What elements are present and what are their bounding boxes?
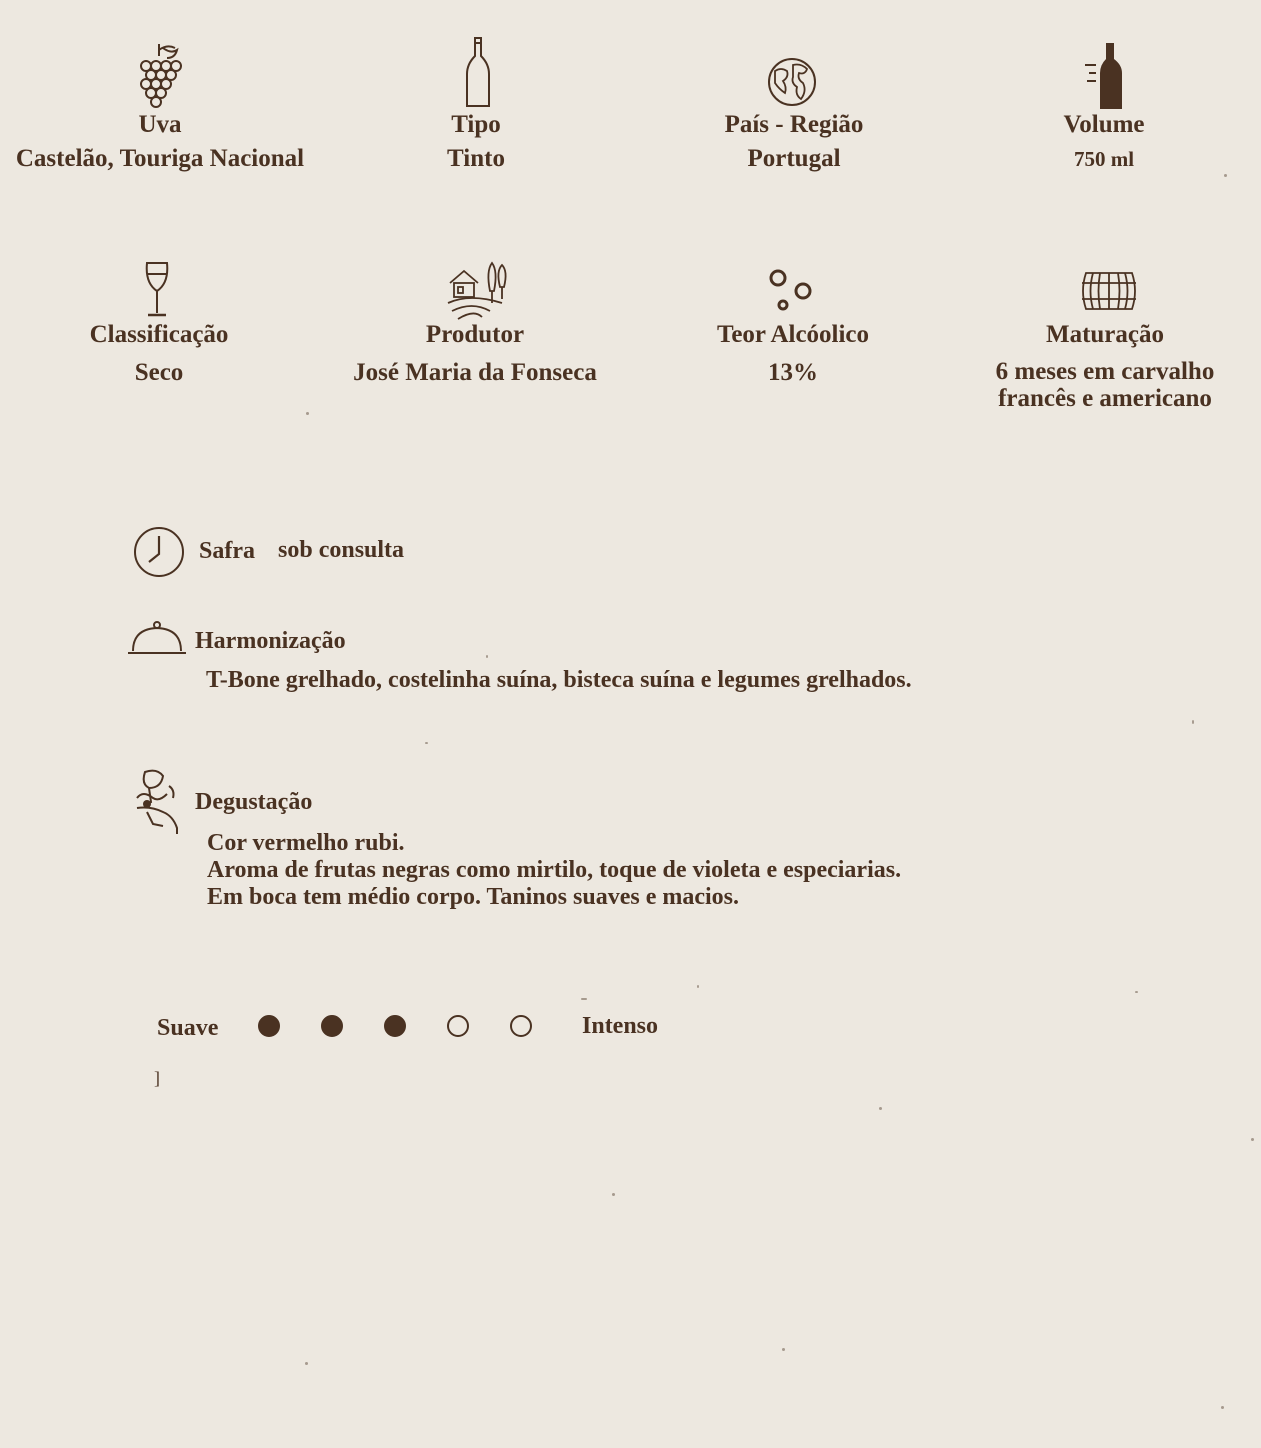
intensity-dot-filled (384, 1015, 406, 1037)
spec-label: Uva (138, 111, 182, 138)
bottle-filled-icon (1082, 43, 1124, 109)
spec-label: Classificação (89, 321, 229, 348)
spec-value: 6 meses em carvalho francês e americano (995, 358, 1215, 412)
intensity-dot-filled (258, 1015, 280, 1037)
spec-label: Teor Alcóolico (716, 321, 870, 348)
barrel-icon (1080, 269, 1138, 313)
bubbles-icon (766, 266, 816, 314)
spec-value: José Maria da Fonseca (353, 359, 597, 386)
spec-value: Portugal (747, 145, 841, 172)
intensity-min-label: Suave (157, 1015, 219, 1041)
spec-value: 750 ml (1073, 147, 1135, 171)
degustacao-line: Aroma de frutas negras como mirtilo, toque de violeta e especiarias. (207, 857, 902, 883)
spec-label: Tipo (451, 111, 501, 138)
degustacao-line: Em boca tem médio corpo. Taninos suaves e macios. (207, 884, 740, 910)
spec-produtor (330, 320, 620, 388)
harmonizacao-label: Harmonização (195, 628, 346, 654)
safra-label: Safra (199, 538, 255, 564)
spec-value: Seco (134, 359, 184, 386)
spec-uva (0, 110, 320, 174)
bottle-outline-icon (465, 36, 491, 108)
spec-label: País - Região (724, 111, 864, 138)
cloche-icon (127, 619, 187, 657)
harmonizacao-text: T-Bone grelhado, costelinha suína, bisteca suína e legumes grelhados. (206, 667, 912, 693)
spec-classificacao (54, 320, 264, 388)
tasting-hand-icon (133, 768, 183, 836)
clock-icon (133, 526, 185, 578)
degustacao-text (207, 830, 901, 911)
spec-maturacao (974, 320, 1236, 412)
spec-label: Volume (1063, 111, 1145, 138)
wine-glass-icon (144, 261, 170, 319)
stray-mark: ] (154, 1068, 160, 1088)
intensity-max-label: Intenso (582, 1013, 659, 1039)
degustacao-label: Degustação (195, 789, 313, 815)
spec-tipo (376, 110, 576, 174)
spec-label: Maturação (1045, 321, 1165, 348)
spec-pais-regiao (674, 110, 914, 174)
degustacao-line: Cor vermelho rubi. (207, 830, 405, 856)
spec-label: Produtor (425, 321, 525, 348)
globe-icon (767, 57, 817, 107)
safra-value: sob consulta (278, 537, 405, 563)
grapes-icon (137, 42, 183, 108)
spec-value: Castelão, Touriga Nacional (15, 145, 305, 172)
spec-volume (1004, 110, 1204, 174)
vineyard-icon (446, 259, 512, 321)
intensity-dot-empty (447, 1015, 469, 1037)
spec-value: Tinto (447, 145, 505, 172)
intensity-dot-filled (321, 1015, 343, 1037)
spec-teor-alcoolico (673, 320, 913, 388)
intensity-dot-empty (510, 1015, 532, 1037)
spec-value: 13% (768, 359, 818, 386)
